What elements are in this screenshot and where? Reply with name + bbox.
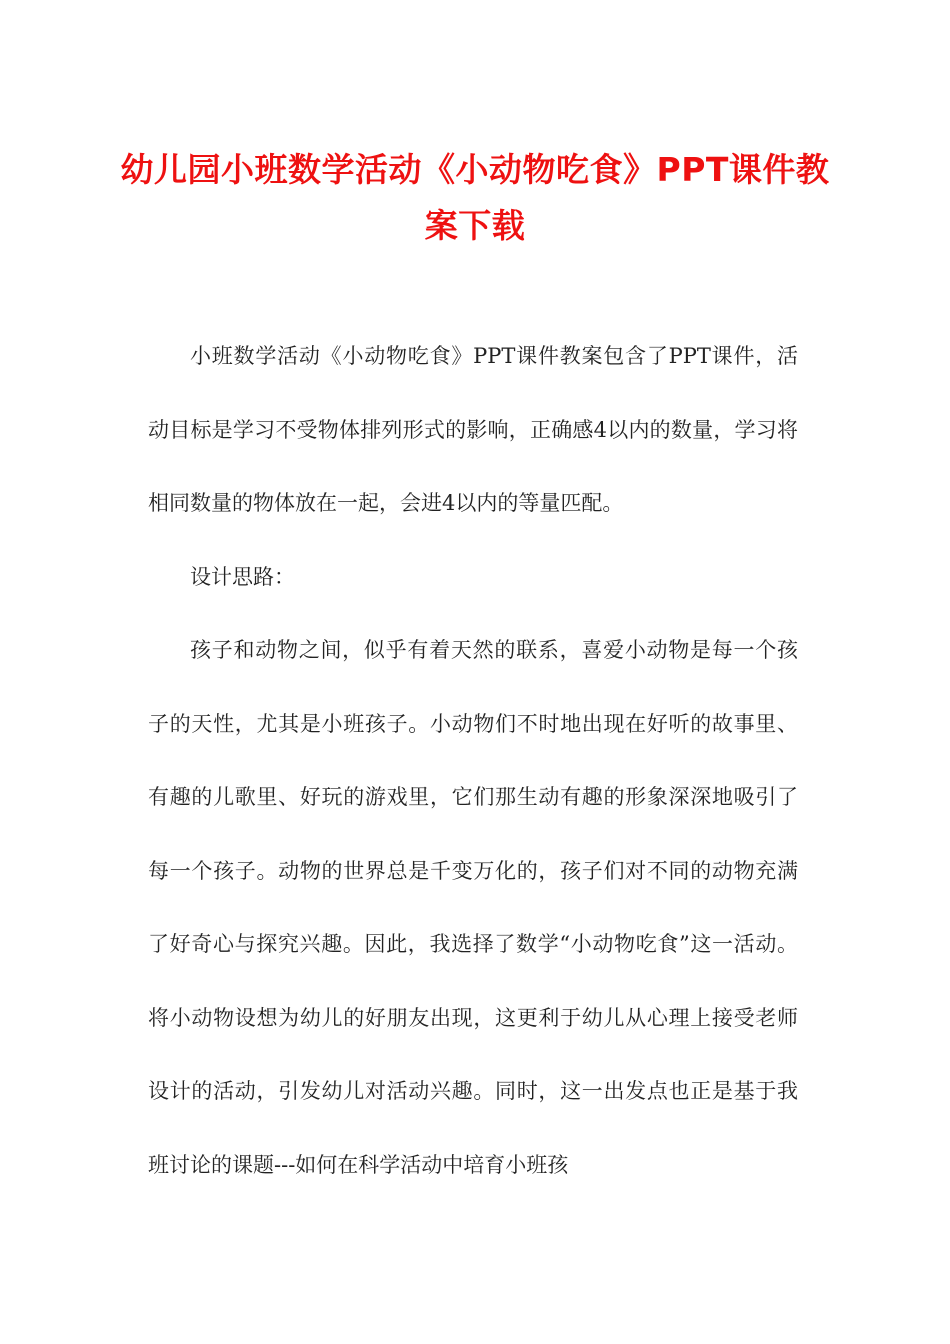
document-body <box>148 320 798 1202</box>
paragraph-intro: 小班数学活动《小动物吃食》PPT课件教案包含了PPT课件，活动目标是学习不受物体排列形式的影响，正确感4以内的数量，学习将相同数量的物体放在一起，会进4以内的等量匹配。 <box>148 344 798 515</box>
paragraph-design-heading: 设计思路： <box>190 564 295 589</box>
paragraph-design-rationale: 孩子和动物之间，似乎有着天然的联系，喜爱小动物是每一个孩子的天性，尤其是小班孩子。小动物们不时地出现在好听的故事里、有趣的儿歌里、好玩的游戏里，它们那生动有趣的形象深深地吸引了每一个孩子。动物的世界总是千变万化的，孩子们对不同的动物充满了好奇心与探究兴趣。因此，我选择了数学“小动物吃食”这一活动。将小动物设想为幼儿的好朋友出现，这更利于幼儿从心理上接受老师设计的活动，引发幼儿对活动兴趣。同时，这一出发点也正是基于我班讨论的课题---如何在科学活动中培育小班孩 <box>148 638 798 1177</box>
document-title: 幼儿园小班数学活动《小动物吃食》PPT课件教案下载 <box>120 150 830 245</box>
